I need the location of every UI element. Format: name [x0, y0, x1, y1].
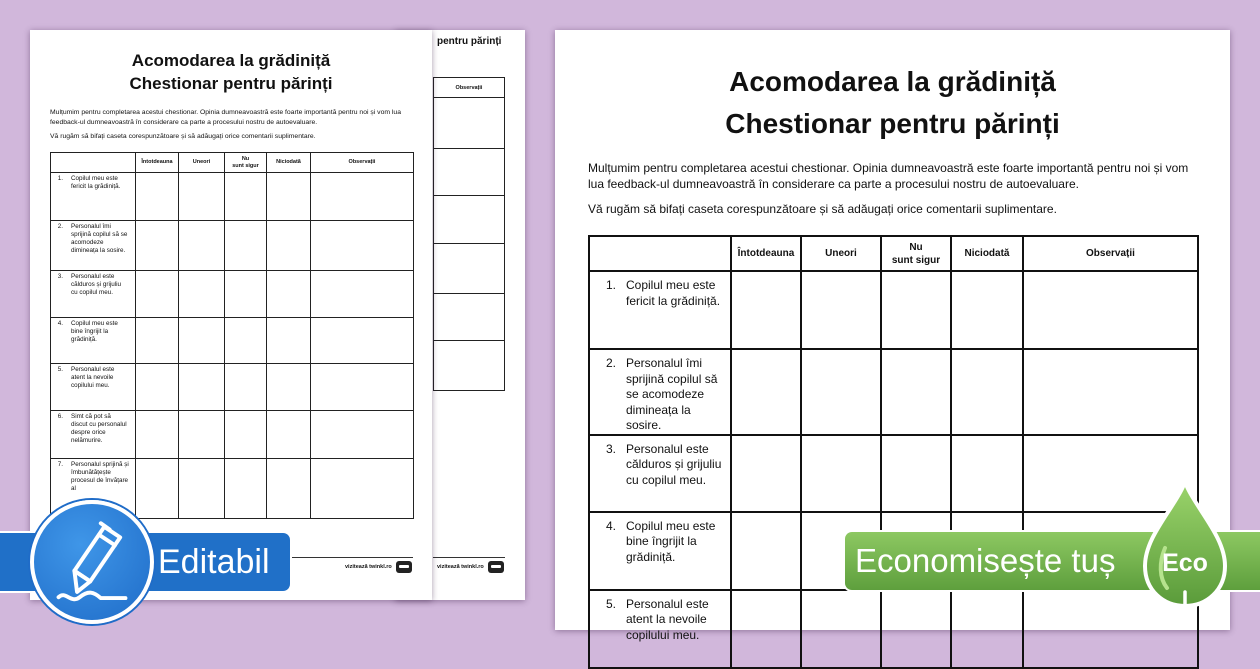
answer-cell-never: [267, 173, 311, 221]
observations-cell: [1023, 349, 1198, 435]
question-row: [589, 590, 1198, 668]
question-text: Copilul meu este fericit la grădiniță.: [71, 175, 121, 190]
answer-cell-never: [267, 221, 311, 271]
question-row: [51, 173, 414, 221]
answer-cell-always: [136, 271, 179, 318]
question-number: 5.: [57, 366, 63, 373]
header-never: Niciodată: [267, 153, 311, 173]
answer-cell-never: [267, 459, 311, 519]
question-row: [51, 318, 414, 364]
question-cell: [51, 411, 136, 459]
answer-cell-not-sure: [225, 364, 267, 411]
page-title: [30, 49, 432, 95]
intro-block: [50, 108, 415, 147]
eco-drop-icon: [1137, 478, 1233, 618]
observations-cell: [434, 149, 505, 196]
answer-cell-always: [731, 435, 801, 512]
answer-cell-always: [136, 411, 179, 459]
observations-cell: [434, 196, 505, 244]
answer-cell-never: [951, 590, 1023, 668]
header-observations: Observații: [1023, 236, 1198, 271]
answer-cell-sometimes: [801, 590, 881, 668]
answer-cell-always: [136, 318, 179, 364]
question-number: 5.: [605, 596, 616, 611]
header-sometimes: Uneori: [179, 153, 225, 173]
title-line-2: Chestionar pentru părinți: [725, 108, 1060, 139]
header-never: Niciodată: [951, 236, 1023, 271]
answer-cell-sometimes: [179, 221, 225, 271]
answer-cell-not-sure: [225, 318, 267, 364]
header-not-sure: Nu sunt sigur: [225, 153, 267, 173]
observations-cell: [434, 244, 505, 294]
header-always: Întotdeauna: [136, 153, 179, 173]
answer-cell-always: [731, 512, 801, 590]
question-number: 3.: [605, 441, 616, 456]
question-cell: [51, 364, 136, 411]
header-not-sure: Nu sunt sigur: [881, 236, 951, 271]
question-row: [51, 271, 414, 318]
question-number: 7.: [57, 461, 63, 468]
answer-cell-always: [136, 221, 179, 271]
question-row: [51, 221, 414, 271]
question-text: Personalul este atent la nevoile copilului meu.: [626, 596, 709, 642]
header-question: [589, 236, 731, 271]
pen-icon: [30, 500, 154, 624]
answer-cell-sometimes: [801, 435, 881, 512]
answer-cell-not-sure: [225, 459, 267, 519]
title-line-1: Acomodarea la grădiniță: [729, 66, 1056, 97]
answer-cell-not-sure: [225, 221, 267, 271]
answer-cell-sometimes: [179, 173, 225, 221]
answer-cell-sometimes: [179, 364, 225, 411]
twinkl-logo-icon: [396, 561, 412, 573]
answer-cell-never: [951, 349, 1023, 435]
question-text: Simt că pot să discut cu personalul despre orice nelămurire.: [71, 413, 127, 444]
observations-cell: [311, 173, 414, 221]
question-cell: [589, 435, 731, 512]
editable-badge-label: Editabil: [158, 543, 270, 581]
answer-cell-never: [267, 271, 311, 318]
back-page-table: [433, 77, 505, 391]
answer-cell-not-sure: [225, 271, 267, 318]
header-sometimes: Uneori: [801, 236, 881, 271]
intro-text: Mulțumim pentru completarea acestui chestionar. Opinia dumneavoastră este foarte importantă pentru noi și vom lua feedback-ul dumneavoastră în considerare ca parte a procesului nostru de autoevaluare.: [50, 109, 401, 126]
observations-cell: [311, 271, 414, 318]
question-text: Personalul este călduros și grijuliu cu copilul meu.: [71, 273, 122, 296]
question-number: 2.: [605, 356, 616, 370]
question-text: Copilul meu este fericit la grădiniță.: [626, 278, 721, 308]
twinkl-logo-icon: [488, 561, 504, 573]
question-cell: [589, 512, 731, 590]
table-header-row: [51, 153, 414, 173]
footer-text: vizitează twinkl.ro: [437, 564, 484, 570]
answer-cell-always: [136, 173, 179, 221]
instruction-text: Vă rugăm să bifați caseta corespunzătoare și să adăugați orice comentarii suplimentare.: [588, 202, 1057, 216]
title-line-1: Acomodarea la grădiniță: [131, 51, 331, 70]
question-cell: [51, 271, 136, 318]
question-cell: [51, 318, 136, 364]
footer-divider: [433, 557, 505, 558]
answer-cell-always: [731, 271, 801, 349]
observations-cell: [311, 411, 414, 459]
instruction-text: Vă rugăm să bifați caseta corespunzătoare și să adăugați orice comentarii suplimentare.: [50, 133, 316, 140]
answer-cell-never: [267, 411, 311, 459]
question-number: 4.: [605, 518, 616, 533]
observations-cell: [311, 221, 414, 271]
answer-cell-sometimes: [179, 271, 225, 318]
question-number: 6.: [57, 413, 63, 420]
answer-cell-not-sure: [881, 271, 951, 349]
observations-cell: [434, 341, 505, 391]
header-always: Întotdeauna: [731, 236, 801, 271]
answer-cell-always: [731, 349, 801, 435]
question-text: Personalul îmi sprijină copilul să se acomodeze dimineața la sosire.: [71, 223, 128, 254]
question-number: 4.: [57, 320, 63, 327]
question-text: Copilul meu este bine îngrijit la grădiniță.: [71, 320, 118, 343]
question-row: [589, 349, 1198, 435]
question-text: Personalul este atent la nevoile copilului meu.: [71, 366, 115, 389]
question-text: Personalul sprijină și îmbunătățește procesul de învățare al: [71, 461, 129, 492]
questionnaire-table: [588, 235, 1199, 669]
observations-cell: [1023, 271, 1198, 349]
answer-cell-not-sure: [881, 590, 951, 668]
question-row: [589, 435, 1198, 512]
questionnaire-table: [50, 152, 414, 519]
question-row: [51, 411, 414, 459]
question-number: 1.: [57, 175, 63, 182]
title-line-2: Chestionar pentru părinți: [129, 74, 333, 93]
observations-cell: [311, 318, 414, 364]
question-number: 2.: [57, 223, 63, 230]
answer-cell-never: [267, 318, 311, 364]
answer-cell-always: [136, 364, 179, 411]
question-cell: [589, 590, 731, 668]
answer-cell-not-sure: [881, 349, 951, 435]
observations-cell: [311, 459, 414, 519]
observations-cell: [311, 364, 414, 411]
answer-cell-always: [136, 459, 179, 519]
eco-badge-label: Economisește tuș: [855, 542, 1116, 579]
back-page-column-header: Observații: [434, 78, 505, 98]
header-question: [51, 153, 136, 173]
question-row: [589, 271, 1198, 349]
eco-drop-label: Eco: [1162, 549, 1208, 577]
answer-cell-not-sure: [225, 411, 267, 459]
observations-cell: [434, 294, 505, 341]
page-title: [555, 61, 1230, 145]
table-header-row: [589, 236, 1198, 271]
answer-cell-never: [951, 271, 1023, 349]
answer-cell-always: [731, 590, 801, 668]
answer-cell-sometimes: [179, 411, 225, 459]
pen-icon-graphic: [48, 516, 136, 608]
observations-cell: [434, 98, 505, 149]
answer-cell-sometimes: [179, 318, 225, 364]
question-row: [51, 364, 414, 411]
answer-cell-sometimes: [179, 459, 225, 519]
question-text: Copilul meu este bine îngrijit la grădiniță.: [626, 518, 716, 564]
question-cell: [51, 221, 136, 271]
footer-text: vizitează twinkl.ro: [345, 564, 392, 570]
question-text: Personalul îmi sprijină copilul să se acomodeze dimineața la sosire.: [626, 356, 718, 432]
question-cell: [51, 173, 136, 221]
intro-block: [588, 160, 1200, 217]
answer-cell-sometimes: [801, 349, 881, 435]
question-number: 1.: [605, 278, 616, 292]
answer-cell-never: [267, 364, 311, 411]
question-cell: [589, 349, 731, 435]
question-number: 3.: [57, 273, 63, 280]
question-text: Personalul este călduros și grijuliu cu copilul meu.: [626, 441, 722, 487]
question-cell: [589, 271, 731, 349]
answer-cell-sometimes: [801, 271, 881, 349]
intro-text: Mulțumim pentru completarea acestui chestionar. Opinia dumneavoastră este foarte importantă pentru noi și vom lua feedback-ul dumneavoastră în considerare ca parte a procesului nostru de autoevaluare.: [588, 161, 1189, 191]
answer-cell-not-sure: [881, 435, 951, 512]
header-observations: Observații: [311, 153, 414, 173]
answer-cell-not-sure: [225, 173, 267, 221]
back-page-title-fragment: pentru părinți: [437, 36, 502, 47]
answer-cell-never: [951, 435, 1023, 512]
